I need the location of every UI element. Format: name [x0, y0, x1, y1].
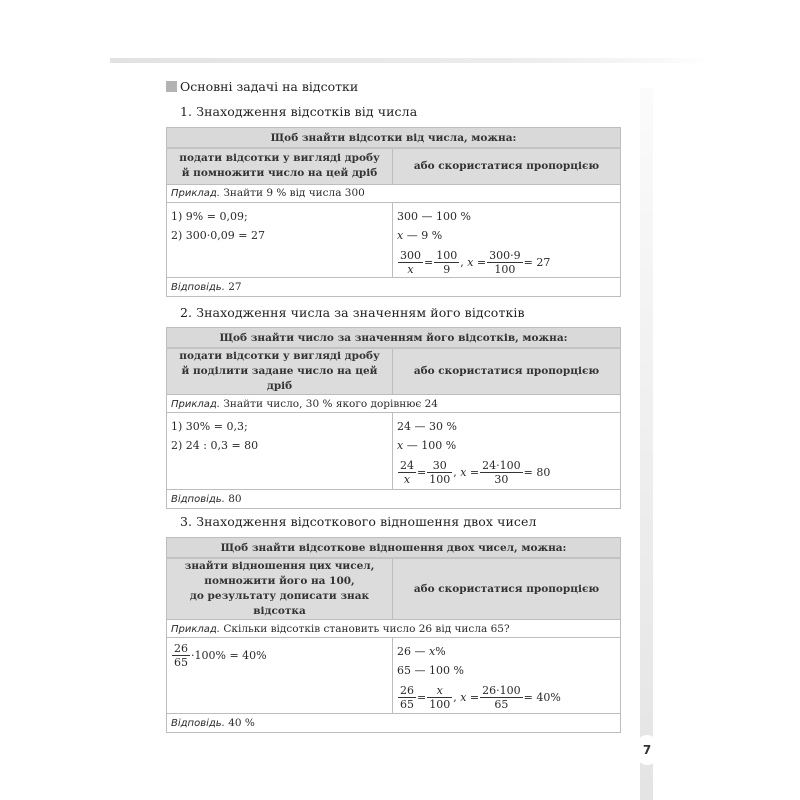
solution-left: 1) 30% = 0,3; 2) 24 : 0,3 = 80: [167, 413, 393, 490]
solution-right: 24 — 30 % x — 100 % $\frac{24}{x}$ = $\frac{30}{100}$ , x = $\frac{24\cdot 100}{30}$ = 80: [393, 413, 621, 490]
solution-left: $\frac{26}{65}$ ·100% = 40%: [167, 638, 393, 714]
method-left: подати відсотки у вигляді дробу й поділити задане число на цей дріб: [167, 348, 393, 395]
section-marker-icon: [166, 81, 177, 92]
answer-value: 27: [228, 280, 242, 293]
block-3-table: [166, 537, 621, 733]
section-title-text: Основні задачі на відсотки: [180, 79, 359, 94]
method-right: або скористатися пропорцією: [393, 558, 621, 620]
solution-right: 300 — 100 % x — 9 % $\frac{300}{x}$ = $\frac{100}{9}$ , x = $\frac{300\cdot 9}{100}$ = 27: [393, 202, 621, 277]
proportion-equation: $\frac{300}{x}$ = $\frac{100}{9}$ , x = $\frac{300\cdot 9}{100}$ = 27: [400, 248, 551, 276]
solution-left: 1) 9% = 0,09; 2) 300·0,09 = 27: [167, 202, 393, 277]
answer-label: Відповідь.: [171, 494, 225, 505]
section-title: [166, 79, 358, 94]
table-header: Щоб знайти відсоткове відношення двох чисел, можна:: [167, 538, 621, 559]
block-3-title: 3. Знаходження відсоткового відношення двох чисел: [180, 514, 537, 529]
example-row: [167, 184, 621, 202]
answer-row: [167, 277, 621, 296]
answer-value: 80: [228, 493, 242, 505]
method-right: або скористатися пропорцією: [393, 348, 621, 395]
block-1-table: [166, 127, 621, 297]
method-left: знайти відношення цих чисел, помножити його на 100, до результату дописати знак відсотка: [167, 558, 393, 620]
example-label: Приклад.: [171, 398, 221, 410]
answer-value: 40 %: [228, 717, 255, 729]
method-right: або скористатися пропорцією: [393, 148, 621, 184]
example-label: Приклад.: [171, 623, 221, 635]
example-row: [167, 620, 621, 638]
block-2-table: [166, 327, 621, 509]
block-1-title: 1. Знаходження відсотків від числа: [180, 104, 418, 119]
answer-row: [167, 714, 621, 733]
page-number: 7: [637, 735, 657, 765]
table-header: Щоб знайти відсотки від числа, можна:: [167, 128, 621, 149]
answer-label: Відповідь.: [171, 281, 225, 293]
block-2-title: 2. Знаходження числа за значенням його відсотків: [180, 305, 525, 320]
example-text: Знайти число, 30 % якого дорівнює 24: [223, 397, 438, 410]
example-text: Знайти 9 % від числа 300: [223, 187, 365, 199]
answer-row: [167, 490, 621, 509]
example-text: Скільки відсотків становить число 26 від числа 65?: [223, 622, 510, 635]
proportion-equation: $\frac{24}{x}$ = $\frac{30}{100}$ , x = $\frac{24\cdot 100}{30}$ = 80: [400, 459, 551, 486]
method-left: подати відсотки у вигляді дробу й помножити число на цей дріб: [167, 148, 393, 184]
answer-label: Відповідь.: [171, 718, 225, 729]
proportion-equation: $\frac{26}{65}$ = $\frac{x}{100}$ , x = $\frac{26\cdot 100}{65}$ = 40%: [400, 684, 561, 711]
solution-right: 26 — x% 65 — 100 % $\frac{26}{65}$ = $\frac{x}{100}$ , x = $\frac{26\cdot 100}{65}$ = 40%: [393, 638, 621, 714]
table-header: Щоб знайти число за значенням його відсотків, можна:: [167, 328, 621, 349]
example-label: Приклад.: [171, 188, 221, 199]
example-row: [167, 395, 621, 413]
side-margin-stripe: [640, 88, 653, 800]
top-decorative-bar: [110, 58, 710, 63]
